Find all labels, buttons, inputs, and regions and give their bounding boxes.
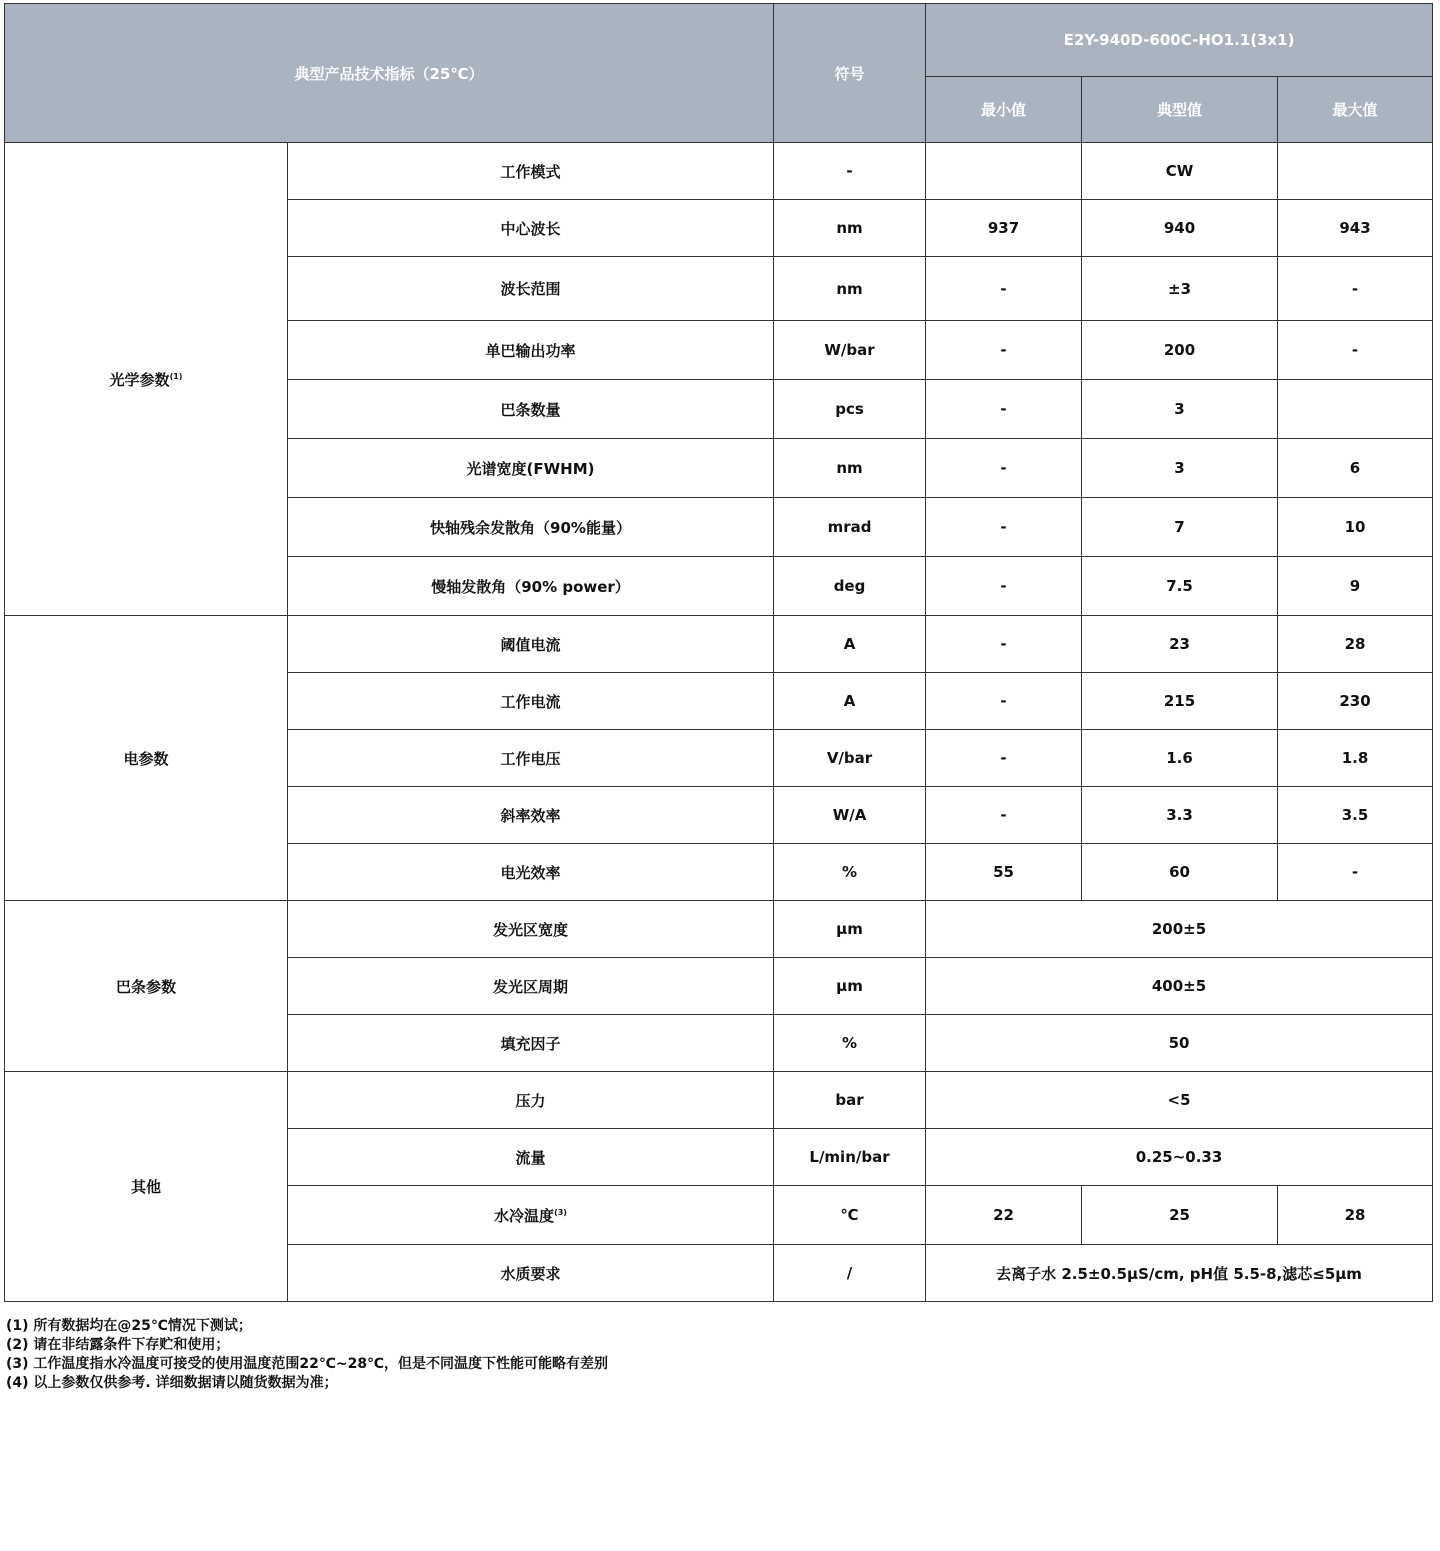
param-symbol: - xyxy=(774,143,926,200)
group-electrical-label: 电参数 xyxy=(5,616,288,901)
spec-title-header: 典型产品技术指标（25℃） xyxy=(5,4,774,143)
param-typ: 60 xyxy=(1082,844,1278,901)
param-value: 去离子水 2.5±0.5μS/cm, pH值 5.5-8,滤芯≤5μm xyxy=(926,1245,1433,1302)
footnote-3: (3) 工作温度指水冷温度可接受的使用温度范围22℃~28℃，但是不同温度下性能可能略有差别 xyxy=(6,1356,609,1372)
param-name: 斜率效率 xyxy=(288,787,774,844)
param-max: 9 xyxy=(1278,557,1433,616)
param-max: 1.8 xyxy=(1278,730,1433,787)
param-name-cell xyxy=(288,1186,774,1245)
symbol-header: 符号 xyxy=(774,4,926,143)
model-header: E2Y-940D-600C-HO1.1(3x1) xyxy=(926,4,1433,77)
param-symbol: A xyxy=(774,673,926,730)
param-max: 943 xyxy=(1278,200,1433,257)
param-name: 流量 xyxy=(288,1129,774,1186)
param-min: - xyxy=(926,557,1082,616)
group-optical-footnote: (1) xyxy=(169,371,183,381)
min-header: 最小值 xyxy=(926,77,1082,143)
param-name: 单巴输出功率 xyxy=(288,321,774,380)
footnote-4: (4) 以上参数仅供参考. 详细数据请以随货数据为准； xyxy=(6,1375,338,1391)
footnote-2: (2) 请在非结露条件下存贮和使用； xyxy=(6,1337,230,1353)
param-max: 230 xyxy=(1278,673,1433,730)
param-max: - xyxy=(1278,257,1433,321)
param-typ: 23 xyxy=(1082,616,1278,673)
param-value: 50 xyxy=(926,1015,1433,1072)
param-min: - xyxy=(926,616,1082,673)
param-name: 水冷温度 xyxy=(494,1206,555,1225)
param-symbol: pcs xyxy=(774,380,926,439)
param-typ: 940 xyxy=(1082,200,1278,257)
param-symbol: nm xyxy=(774,200,926,257)
param-name: 工作模式 xyxy=(288,143,774,200)
group-optical-label: 光学参数 xyxy=(109,370,170,389)
param-max: 28 xyxy=(1278,1186,1433,1245)
typ-header: 典型值 xyxy=(1082,77,1278,143)
param-symbol: L/min/bar xyxy=(774,1129,926,1186)
param-max: - xyxy=(1278,321,1433,380)
param-symbol: nm xyxy=(774,257,926,321)
group-optical-cell xyxy=(5,143,288,616)
header-row-1 xyxy=(5,4,1433,77)
param-min: 937 xyxy=(926,200,1082,257)
param-typ: ±3 xyxy=(1082,257,1278,321)
param-symbol: W/bar xyxy=(774,321,926,380)
param-min xyxy=(926,143,1082,200)
param-value: 200±5 xyxy=(926,901,1433,958)
param-name: 工作电流 xyxy=(288,673,774,730)
param-typ: 200 xyxy=(1082,321,1278,380)
param-footnote: (3) xyxy=(554,1207,567,1217)
spec-table xyxy=(4,3,1433,1302)
param-min: - xyxy=(926,673,1082,730)
param-name: 压力 xyxy=(288,1072,774,1129)
param-min: - xyxy=(926,321,1082,380)
param-name: 电光效率 xyxy=(288,844,774,901)
param-min: - xyxy=(926,257,1082,321)
group-bar-label: 巴条参数 xyxy=(5,901,288,1072)
param-typ: 3.3 xyxy=(1082,787,1278,844)
table-row xyxy=(5,616,1433,673)
param-value: <5 xyxy=(926,1072,1433,1129)
param-max: 10 xyxy=(1278,498,1433,557)
param-symbol: / xyxy=(774,1245,926,1302)
table-row xyxy=(5,901,1433,958)
param-name: 慢轴发散角（90% power） xyxy=(288,557,774,616)
param-min: 55 xyxy=(926,844,1082,901)
param-symbol: μm xyxy=(774,901,926,958)
param-name: 中心波长 xyxy=(288,200,774,257)
param-typ: 215 xyxy=(1082,673,1278,730)
param-symbol: W/A xyxy=(774,787,926,844)
param-min: - xyxy=(926,380,1082,439)
param-symbol: mrad xyxy=(774,498,926,557)
param-value: 0.25~0.33 xyxy=(926,1129,1433,1186)
param-min: - xyxy=(926,439,1082,498)
param-typ: 7 xyxy=(1082,498,1278,557)
group-other-label: 其他 xyxy=(5,1072,288,1302)
param-symbol: μm xyxy=(774,958,926,1015)
param-typ: 1.6 xyxy=(1082,730,1278,787)
param-symbol: A xyxy=(774,616,926,673)
param-name: 工作电压 xyxy=(288,730,774,787)
param-max: 28 xyxy=(1278,616,1433,673)
param-symbol: ℃ xyxy=(774,1186,926,1245)
footnotes xyxy=(6,1317,608,1393)
param-symbol: V/bar xyxy=(774,730,926,787)
param-typ: 25 xyxy=(1082,1186,1278,1245)
param-symbol: deg xyxy=(774,557,926,616)
max-header: 最大值 xyxy=(1278,77,1433,143)
param-symbol: bar xyxy=(774,1072,926,1129)
param-name: 波长范围 xyxy=(288,257,774,321)
param-min: - xyxy=(926,498,1082,557)
footnote-1: (1) 所有数据均在@25℃情况下测试； xyxy=(6,1318,252,1334)
param-max: - xyxy=(1278,844,1433,901)
param-symbol: % xyxy=(774,844,926,901)
param-value: 400±5 xyxy=(926,958,1433,1015)
param-typ: 7.5 xyxy=(1082,557,1278,616)
param-max: 6 xyxy=(1278,439,1433,498)
param-typ: 3 xyxy=(1082,439,1278,498)
param-name: 发光区周期 xyxy=(288,958,774,1015)
param-symbol: % xyxy=(774,1015,926,1072)
param-name: 阈值电流 xyxy=(288,616,774,673)
table-row xyxy=(5,143,1433,200)
param-max: 3.5 xyxy=(1278,787,1433,844)
param-min: 22 xyxy=(926,1186,1082,1245)
table-row xyxy=(5,1072,1433,1129)
param-max xyxy=(1278,380,1433,439)
param-symbol: nm xyxy=(774,439,926,498)
param-name: 填充因子 xyxy=(288,1015,774,1072)
param-typ: CW xyxy=(1082,143,1278,200)
param-name: 光谱宽度(FWHM) xyxy=(288,439,774,498)
param-typ: 3 xyxy=(1082,380,1278,439)
param-name: 巴条数量 xyxy=(288,380,774,439)
param-name: 发光区宽度 xyxy=(288,901,774,958)
param-name: 快轴残余发散角（90%能量） xyxy=(288,498,774,557)
param-min: - xyxy=(926,730,1082,787)
param-min: - xyxy=(926,787,1082,844)
param-max xyxy=(1278,143,1433,200)
param-name: 水质要求 xyxy=(288,1245,774,1302)
